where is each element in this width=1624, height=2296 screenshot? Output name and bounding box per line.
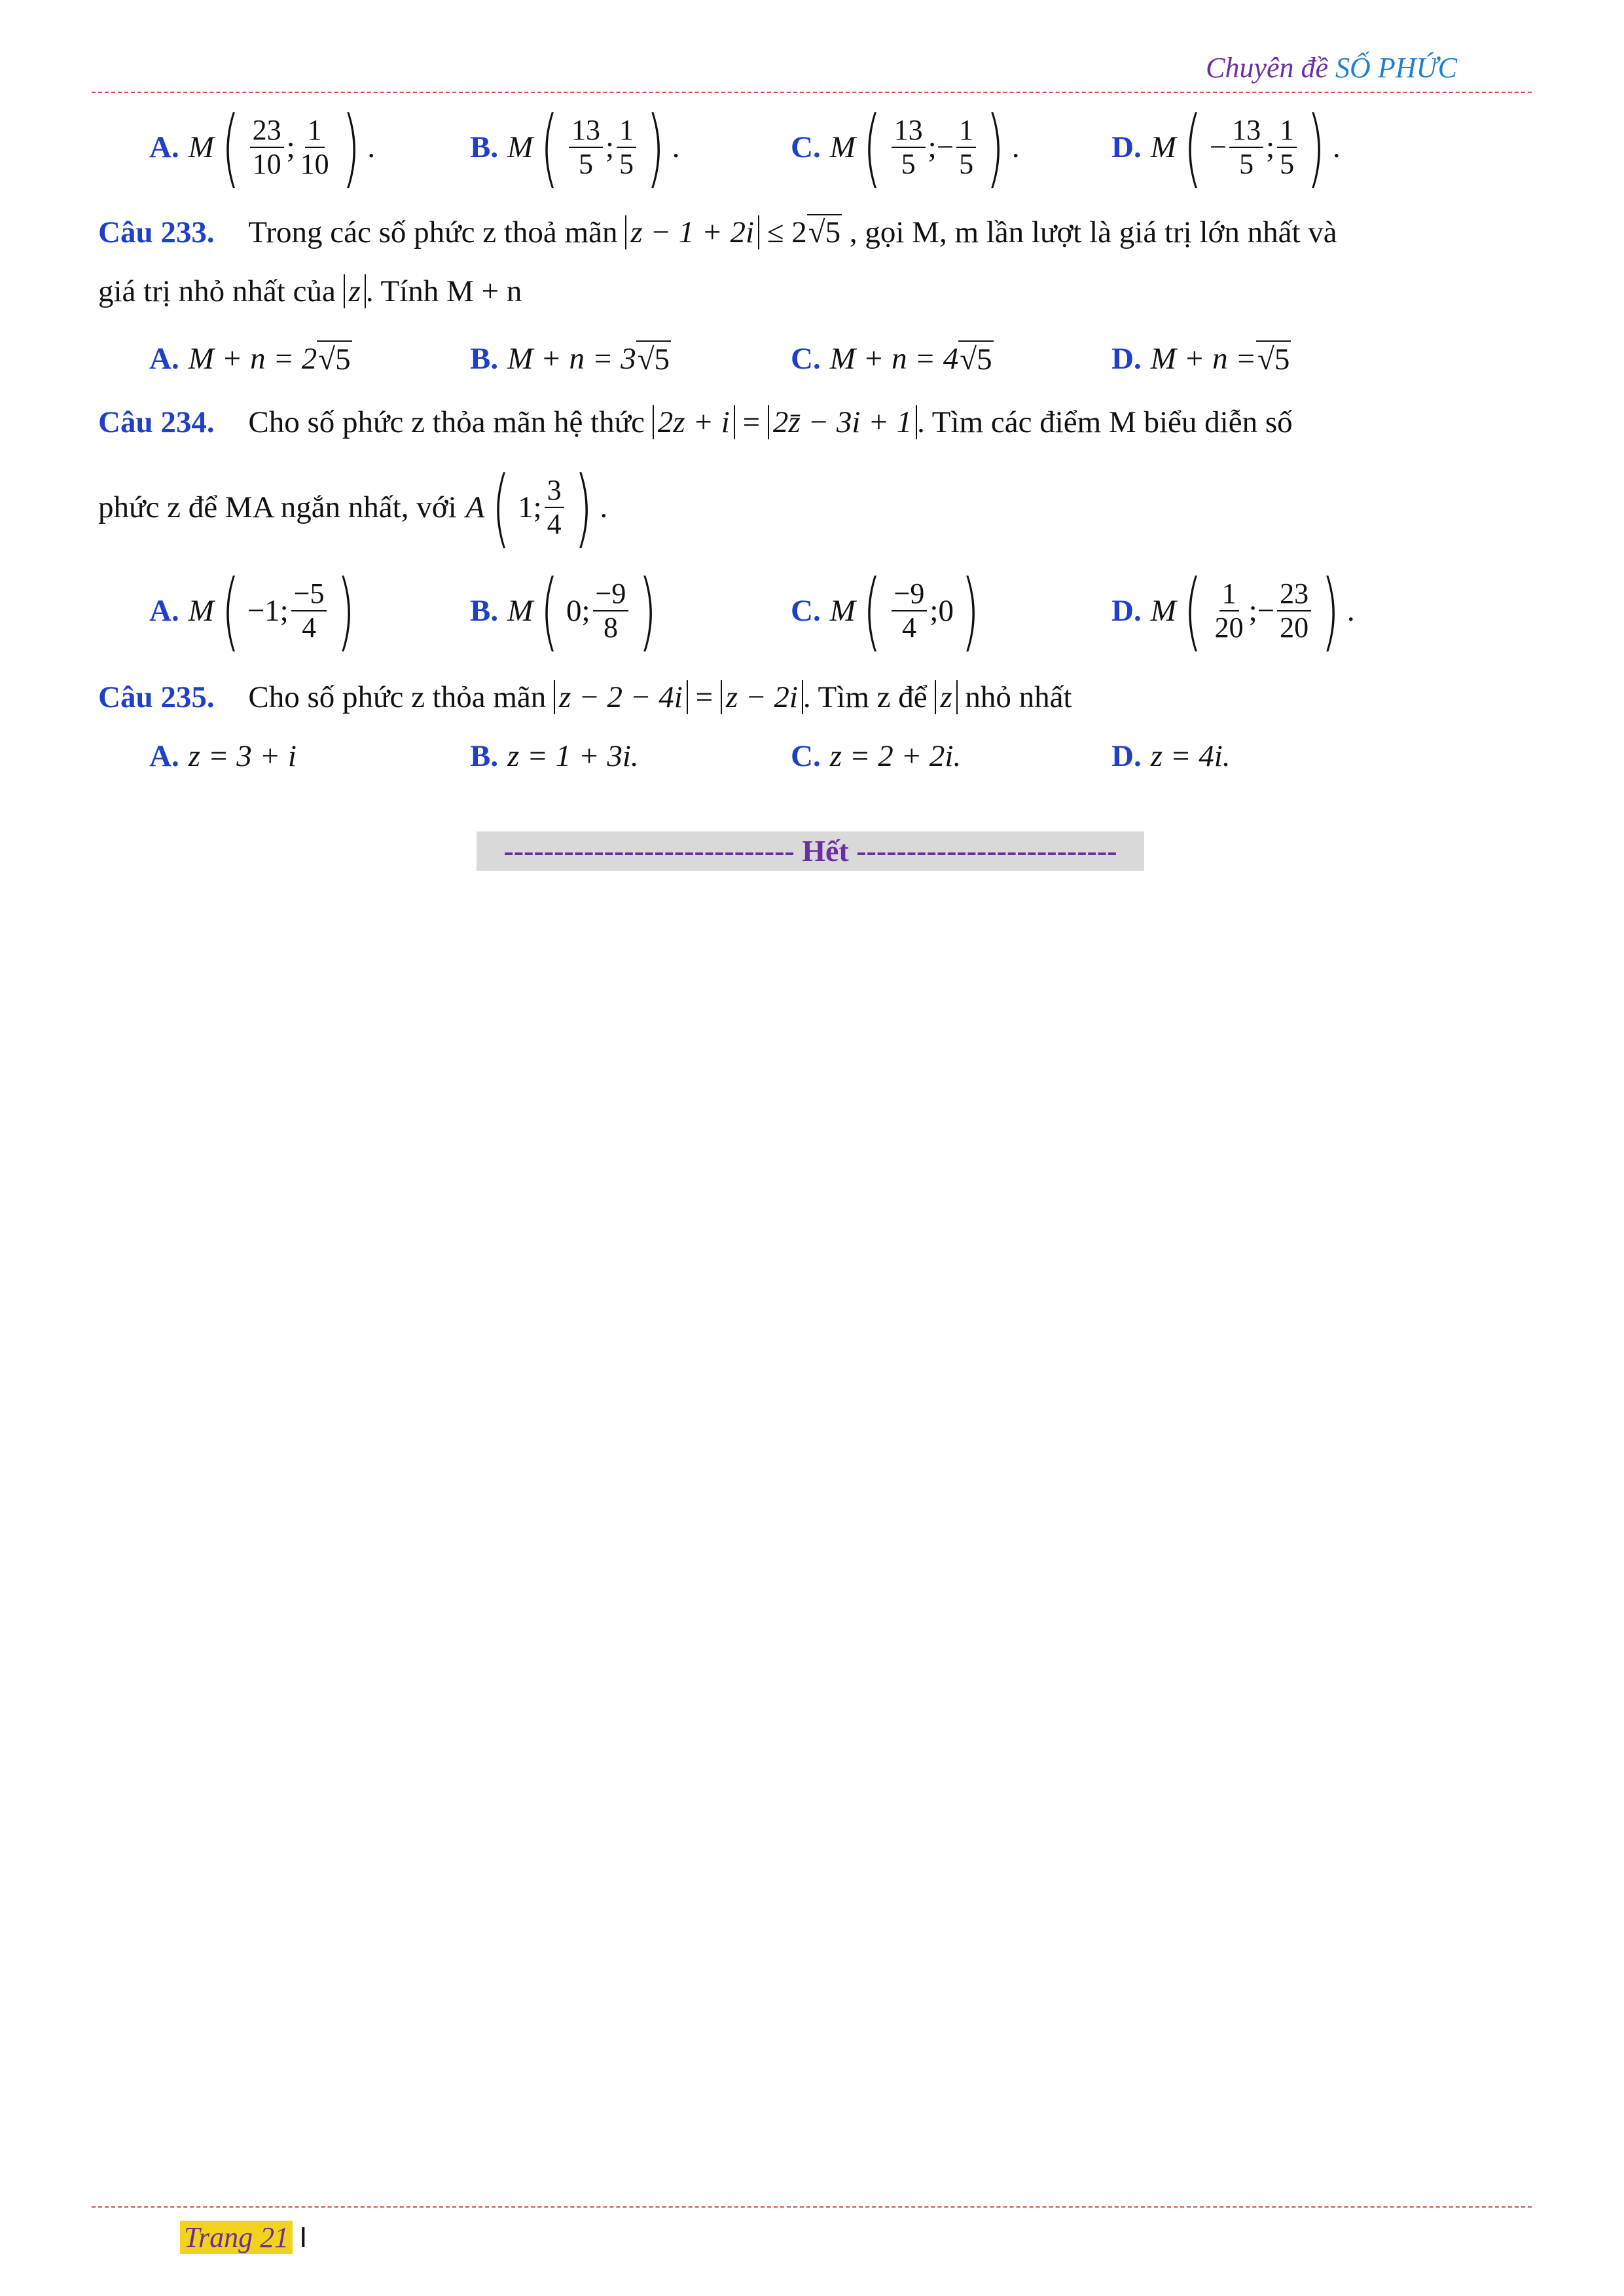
option-value: z = 2 + 2i. — [829, 739, 962, 773]
numerator: 3 — [545, 474, 564, 508]
option-expression: M + n = — [1150, 342, 1257, 376]
point-m: M — [507, 594, 533, 628]
paren-left: ( — [221, 561, 240, 661]
radicand: 5 — [825, 215, 841, 249]
option-label: D. — [1111, 739, 1142, 773]
denominator: 5 — [1239, 148, 1254, 180]
sqrt: √5 — [1256, 340, 1291, 377]
option-label: C. — [791, 739, 821, 773]
sqrt-5: √5 — [808, 215, 841, 249]
denominator: 5 — [901, 148, 916, 180]
denominator: 4 — [547, 508, 562, 540]
period: . — [1011, 130, 1020, 164]
paren-left: ( — [221, 98, 240, 197]
option-label: C. — [791, 342, 821, 376]
denominator: 10 — [252, 148, 281, 180]
period: . — [1332, 130, 1341, 164]
fraction — [617, 114, 636, 181]
period: . — [672, 130, 680, 164]
option-value: z = 3 + i — [188, 739, 297, 773]
point-m: M — [829, 130, 856, 164]
coordinate: ;0 — [929, 594, 954, 628]
numerator: −5 — [291, 577, 327, 611]
fraction — [1277, 114, 1297, 181]
q233-option-b — [470, 340, 671, 377]
denominator: 20 — [1280, 611, 1309, 644]
paren-right: ) — [1321, 561, 1340, 661]
numerator: 1 — [617, 114, 636, 148]
numerator: 1 — [305, 114, 325, 148]
numerator: 1 — [956, 114, 976, 148]
question-text: nhỏ nhất — [965, 680, 1072, 714]
fraction — [593, 577, 629, 644]
separator: ; — [1266, 130, 1275, 164]
option-label: A. — [149, 342, 179, 376]
option-label: B. — [470, 739, 499, 773]
coordinate: 0; — [566, 594, 590, 628]
radicand: 5 — [654, 342, 670, 376]
equals-sign: = — [742, 405, 761, 439]
numerator: 1 — [1219, 577, 1239, 611]
header-title — [1206, 51, 1457, 84]
question-text: Cho số phức z thỏa mãn hệ thức — [248, 405, 645, 439]
denominator: 4 — [901, 611, 916, 644]
fraction — [569, 114, 603, 181]
denominator: 5 — [619, 148, 634, 180]
paren-left: ( — [540, 561, 559, 661]
q235-option-d — [1111, 738, 1231, 774]
radicand: 5 — [335, 342, 351, 376]
modulus-expression: z − 2i — [721, 680, 803, 714]
q235-stem — [98, 678, 1532, 717]
denominator: 5 — [578, 148, 593, 180]
fraction — [291, 577, 327, 644]
fraction — [545, 474, 564, 541]
numerator: 13 — [569, 114, 603, 148]
separator: ;− — [928, 130, 954, 164]
paren-right: ) — [336, 561, 355, 661]
q232-option-c — [791, 98, 1020, 197]
sqrt: √5 — [317, 340, 352, 377]
point-m: M — [1150, 594, 1176, 628]
denominator: 5 — [1280, 148, 1295, 180]
fraction — [250, 114, 284, 181]
option-label: C. — [791, 130, 821, 164]
period: . — [367, 130, 376, 164]
coordinate: −1; — [247, 594, 289, 628]
q232-option-d — [1111, 98, 1341, 197]
q234-option-c — [791, 561, 987, 661]
question-text: phức z để MA ngắn nhất, với — [98, 490, 457, 524]
denominator: 5 — [959, 148, 974, 180]
paren-left: ( — [1183, 561, 1202, 661]
denominator: 4 — [302, 611, 317, 644]
modulus-expression: z − 2 − 4i — [554, 680, 688, 714]
period: . — [600, 490, 608, 524]
question-text: , gọi M, m lần lượt là giá trị lớn nhất và — [849, 215, 1337, 249]
q234-option-b — [470, 561, 664, 661]
paren-right: ) — [646, 98, 665, 197]
option-label: C. — [791, 594, 821, 628]
footer-rule — [92, 2206, 1532, 2208]
denominator: 20 — [1214, 611, 1244, 644]
page-footer — [180, 2221, 307, 2254]
paren-right: ) — [342, 98, 360, 197]
option-label: D. — [1111, 130, 1142, 164]
numerator: 1 — [1277, 114, 1297, 148]
sqrt: √5 — [958, 340, 993, 377]
page-number: Trang 21 — [180, 2221, 293, 2254]
q233-option-a — [149, 340, 352, 377]
q233-option-d — [1111, 340, 1291, 377]
q234-stem-line2 — [98, 458, 608, 557]
option-label: D. — [1111, 594, 1142, 628]
header-title-part2: SỐ PHỨC — [1335, 52, 1457, 84]
question-text: . Tìm z để — [803, 680, 928, 714]
fraction — [298, 114, 332, 181]
period: . — [1346, 594, 1355, 628]
denominator: 8 — [603, 611, 618, 644]
q235-option-a — [149, 738, 297, 774]
option-label: D. — [1111, 342, 1142, 376]
q232-option-a — [149, 98, 376, 197]
option-label: A. — [149, 739, 179, 773]
question-label: Câu 235. — [98, 680, 215, 714]
option-expression: M + n = 3 — [507, 342, 636, 376]
fraction — [892, 577, 928, 644]
modulus-expression: z − 1 + 2i — [625, 215, 759, 249]
question-text: giá trị nhỏ nhất của — [98, 274, 336, 308]
numerator: −9 — [892, 577, 928, 611]
point-m: M — [507, 130, 533, 164]
paren-left: ( — [540, 98, 559, 197]
fraction — [1277, 577, 1311, 644]
option-label: A. — [149, 594, 179, 628]
option-label: B. — [470, 342, 499, 376]
fraction — [892, 114, 926, 181]
paren-left: ( — [492, 458, 511, 557]
q233-stem-line2 — [98, 272, 1532, 311]
q232-option-b — [470, 98, 680, 197]
paren-right: ) — [1307, 98, 1326, 197]
option-expression: M + n = 2 — [188, 342, 317, 376]
numerator: 23 — [250, 114, 284, 148]
header-title-part1: Chuyên đề — [1206, 52, 1336, 84]
paren-left: ( — [863, 98, 882, 197]
header-rule — [92, 92, 1532, 93]
question-text: . Tìm các điểm M biểu diễn số — [917, 405, 1293, 439]
paren-right: ) — [961, 561, 980, 661]
modulus-expression: 2z + i — [653, 405, 735, 439]
modulus-z: z — [344, 274, 366, 308]
separator: ;− — [1248, 594, 1275, 628]
q235-option-b — [470, 738, 639, 774]
point-a: A — [465, 490, 485, 524]
question-label: Câu 234. — [98, 405, 215, 439]
fraction — [956, 114, 976, 181]
question-text: . Tính M + n — [365, 274, 522, 308]
fraction — [1229, 114, 1263, 181]
numerator: −9 — [593, 577, 629, 611]
q233-option-c — [791, 340, 994, 377]
minus-sign: − — [1209, 130, 1227, 164]
question-label: Câu 233. — [98, 215, 215, 249]
q233-stem-line1 — [98, 213, 1532, 252]
point-m: M — [1150, 130, 1176, 164]
option-value: z = 1 + 3i. — [507, 739, 639, 773]
q235-option-c — [791, 738, 961, 774]
q234-option-d — [1111, 561, 1355, 661]
numerator: 13 — [1229, 114, 1263, 148]
question-text: Cho số phức z thỏa mãn — [248, 680, 547, 714]
point-m: M — [829, 594, 856, 628]
question-text: Trong các số phức z thoả mãn — [248, 215, 618, 249]
footer-separator: I — [299, 2221, 308, 2253]
paren-right: ) — [986, 98, 1005, 197]
paren-right: ) — [574, 458, 592, 557]
point-m: M — [188, 594, 214, 628]
numerator: 23 — [1277, 577, 1311, 611]
option-expression: M + n = 4 — [829, 342, 959, 376]
paren-right: ) — [638, 561, 657, 661]
option-value: z = 4i. — [1150, 739, 1231, 773]
q234-stem-line1 — [98, 403, 1532, 442]
point-a-x: 1; — [518, 490, 542, 524]
q234-option-a — [149, 561, 363, 661]
option-label: B. — [470, 130, 499, 164]
paren-left: ( — [863, 561, 882, 661]
point-m: M — [188, 130, 214, 164]
option-label: A. — [149, 130, 179, 164]
denominator: 10 — [300, 148, 329, 180]
option-label: B. — [470, 594, 499, 628]
modulus-expression: 2z̄ − 3i + 1 — [768, 405, 917, 439]
fraction — [1212, 577, 1246, 644]
radicand: 5 — [977, 342, 992, 376]
modulus-z: z — [935, 680, 957, 714]
separator: ; — [605, 130, 615, 164]
equals-sign: = — [695, 680, 713, 714]
inequality-rhs: ≤ 2 — [767, 215, 807, 249]
radicand: 5 — [1274, 342, 1290, 376]
end-marker: ----------------------------- Hết -------------------------- — [477, 831, 1144, 871]
separator: ; — [286, 130, 295, 164]
paren-left: ( — [1183, 98, 1202, 197]
sqrt: √5 — [636, 340, 671, 377]
numerator: 13 — [892, 114, 926, 148]
